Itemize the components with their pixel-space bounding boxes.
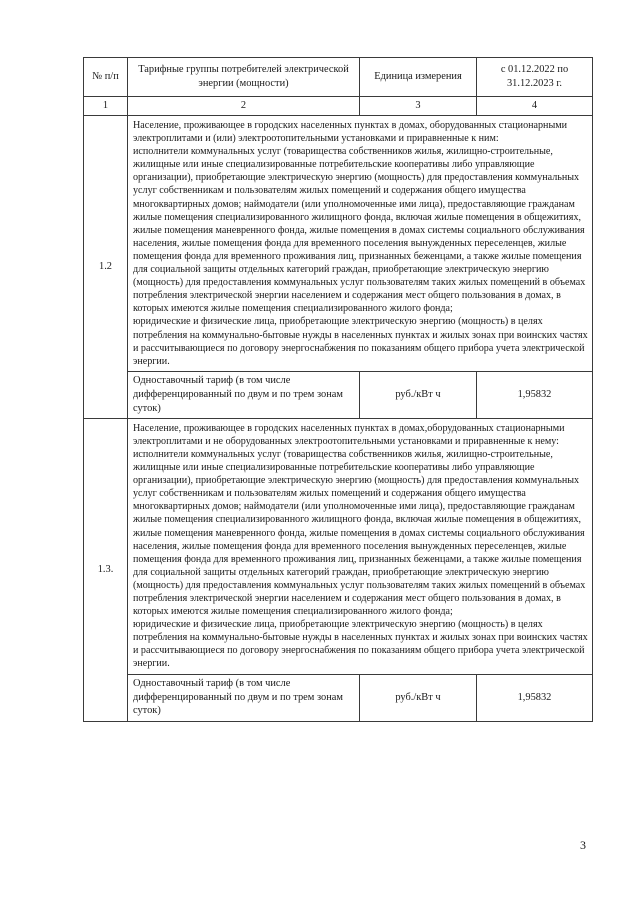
- tariff-row: [84, 371, 593, 418]
- table-header-row: [84, 58, 593, 97]
- tariff-table: [83, 57, 593, 722]
- tariff-row: [84, 674, 593, 721]
- description-paragraph: Население, проживающее в городских населенных пунктах в домах, оборудованных стационарными электроплитами и (или) электроотопительными установками и приравненные к ним:: [133, 120, 568, 145]
- column-number: 1: [84, 97, 128, 116]
- header-period: с 01.12.2022 по 31.12.2023 г.: [477, 58, 593, 97]
- column-number: 3: [360, 97, 477, 116]
- description-paragraph: юридические и физические лица, приобретающие электрическую энергию (мощность) в целях потребления на коммунально-бытовые нужды в населенных пунктах и жилых зонах при воинских частях и рассчитывающиеся по договору энергоснабжения по показаниям общего прибора учета электрической энергии.: [133, 619, 588, 670]
- page-number: 3: [580, 838, 586, 852]
- tariff-label: Одноставочный тариф (в том числе дифференцированный по двум и по трем зонам суток): [128, 371, 360, 418]
- tariff-value: 1,95832: [477, 674, 593, 721]
- table-row: [84, 116, 593, 372]
- header-number: № п/п: [84, 58, 128, 97]
- column-number: 4: [477, 97, 593, 116]
- tariff-unit: руб./кВт ч: [360, 674, 477, 721]
- tariff-value: 1,95832: [477, 371, 593, 418]
- row-description: [128, 418, 593, 674]
- column-number: 2: [128, 97, 360, 116]
- tariff-label: Одноставочный тариф (в том числе дифференцированный по двум и по трем зонам суток): [128, 674, 360, 721]
- tariff-unit: руб./кВт ч: [360, 371, 477, 418]
- description-paragraph: исполнители коммунальных услуг (товарищества собственников жилья, жилищно-строительные, жилищные или иные специализированные потребительские кооперативы либо управляющие организации), приобретающие электрическую энергию (мощность) для предоставления коммунальных услуг собственникам и пользователям жилых помещений и содержания общего имущества многоквартирных домов; наймодатели (или уполномоченные ими лица), предоставляющие гражданам жилые помещения специализированного жилищного фонда, включая жилые помещения в общежитиях, жилые помещения маневренного фонда, жилые помещения в домах системы социального обслуживания населения, жилые помещения фонда для временного поселения вынужденных переселенцев, жилые помещения фонда для временного проживания лиц, признанных беженцами, а также жилые помещения для социальной защиты отдельных категорий граждан, приобретающие электрическую энергию (мощность) для предоставления коммунальных услуг пользователям таких жилых помещений в объемах потребления электрической энергии населением и содержания мест общего пользования в домах, в которых имеются жилые помещения специализированного жилого фонда;: [133, 146, 586, 315]
- row-id: 1.3.: [84, 418, 128, 721]
- table-row: [84, 418, 593, 674]
- description-paragraph: исполнители коммунальных услуг (товарищества собственников жилья, жилищно-строительные, жилищные или иные специализированные потребительские кооперативы либо управляющие организации), приобретающие электрическую энергию (мощность) для предоставления коммунальных услуг собственникам и пользователям жилых помещений и содержания общего имущества многоквартирных домов; наймодатели (или уполномоченные ими лица), предоставляющие гражданам жилые помещения специализированного жилищного фонда, включая жилые помещения в общежитиях, жилые помещения маневренного фонда, жилые помещения в домах системы социального обслуживания населения, жилые помещения фонда для временного поселения вынужденных переселенцев, жилые помещения фонда для временного проживания лиц, признанных беженцами, а также жилые помещения для социальной защиты отдельных категорий граждан, приобретающие электрическую энергию (мощность) для предоставления коммунальных услуг пользователям таких жилых помещений в объемах потребления электрической энергии населением и содержания мест общего пользования в домах, в которых имеются жилые помещения специализированного жилого фонда;: [133, 448, 586, 618]
- row-description: [128, 116, 593, 372]
- column-number-row: [84, 97, 593, 116]
- description-paragraph: Население, проживающее в городских населенных пунктах в домах,оборудованных стационарными электроплитами и не оборудованных электроотопительными установками и приравненные к нему:: [133, 422, 565, 447]
- header-unit: Единица измерения: [360, 58, 477, 97]
- row-id: 1.2: [84, 116, 128, 419]
- header-consumer-groups: Тарифные группы потребителей электрической энергии (мощности): [128, 58, 360, 97]
- description-paragraph: юридические и физические лица, приобретающие электрическую энергию (мощность) в целях потребления на коммунально-бытовые нужды в населенных пунктах и жилых зонах при воинских частях и рассчитывающиеся по договору энергоснабжения по показаниям общего прибора учета электрической энергии.: [133, 316, 588, 367]
